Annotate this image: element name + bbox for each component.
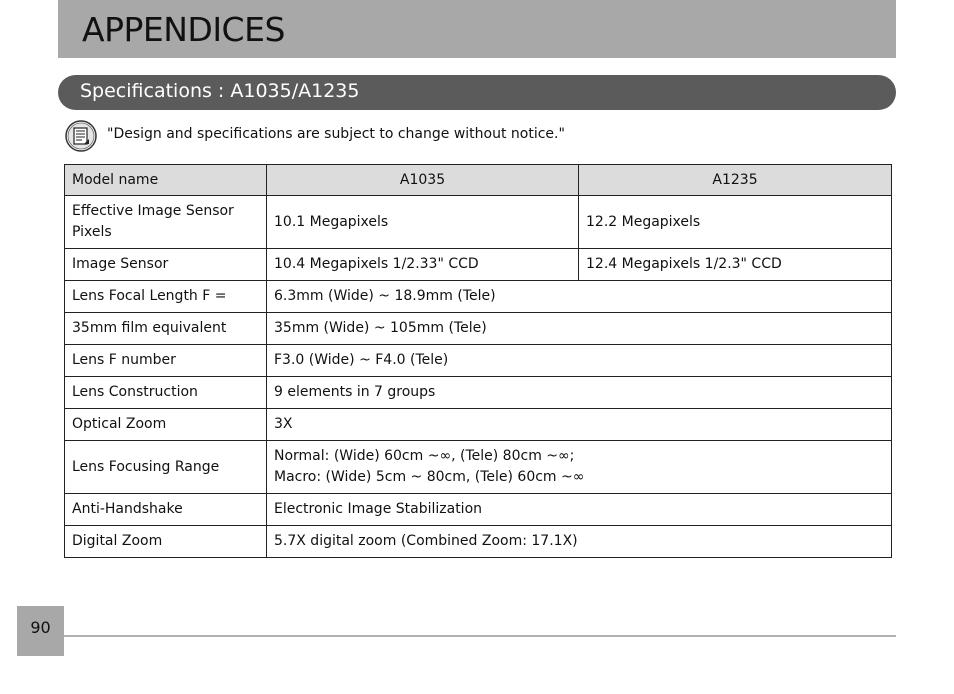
row-value: F3.0 (Wide) ~ F4.0 (Tele) — [267, 345, 892, 377]
row-value: 5.7X digital zoom (Combined Zoom: 17.1X) — [267, 526, 892, 558]
section-title: Specifications : A1035/A1235 — [80, 80, 360, 102]
table-row — [65, 196, 892, 249]
row-value: 9 elements in 7 groups — [267, 377, 892, 409]
row-label: Anti-Handshake — [65, 494, 267, 526]
table-header-row — [65, 165, 892, 196]
header-bar — [58, 0, 896, 58]
table-row — [65, 345, 892, 377]
row-label: Image Sensor — [65, 249, 267, 281]
table-row — [65, 377, 892, 409]
row-label: 35mm film equivalent — [65, 313, 267, 345]
row-label: Lens Focal Length F = — [65, 281, 267, 313]
footer-divider — [64, 635, 896, 637]
table-row — [65, 526, 892, 558]
row-label: Lens Construction — [65, 377, 267, 409]
header-a1235: A1235 — [579, 165, 892, 196]
value-a1035: 10.4 Megapixels 1/2.33" CCD — [267, 249, 579, 281]
row-value: Electronic Image Stabilization — [267, 494, 892, 526]
specifications-table — [64, 164, 892, 558]
row-value — [267, 441, 892, 494]
header-model-name: Model name — [65, 165, 267, 196]
value-line: Macro: (Wide) 5cm ~ 80cm, (Tele) 60cm ~∞ — [274, 469, 585, 485]
value-line: Normal: (Wide) 60cm ~∞, (Tele) 80cm ~∞; — [274, 448, 575, 464]
table-row — [65, 249, 892, 281]
table-row — [65, 281, 892, 313]
header-a1035: A1035 — [267, 165, 579, 196]
notice-text: "Design and specifications are subject to change without notice." — [107, 126, 565, 142]
value-a1235: 12.2 Megapixels — [579, 196, 892, 249]
page-title: APPENDICES — [82, 10, 285, 49]
row-label: Optical Zoom — [65, 409, 267, 441]
page-number-box — [17, 606, 64, 656]
page-number: 90 — [30, 618, 51, 637]
row-label: Digital Zoom — [65, 526, 267, 558]
row-label: Lens F number — [65, 345, 267, 377]
row-label: Effective Image Sensor Pixels — [65, 196, 267, 249]
row-value: 35mm (Wide) ~ 105mm (Tele) — [267, 313, 892, 345]
table-row — [65, 409, 892, 441]
table-row — [65, 441, 892, 494]
value-a1035: 10.1 Megapixels — [267, 196, 579, 249]
row-label: Lens Focusing Range — [65, 441, 267, 494]
note-icon — [65, 120, 97, 152]
section-bar — [58, 75, 896, 110]
row-value: 3X — [267, 409, 892, 441]
table-row — [65, 313, 892, 345]
value-a1235: 12.4 Megapixels 1/2.3" CCD — [579, 249, 892, 281]
row-value: 6.3mm (Wide) ~ 18.9mm (Tele) — [267, 281, 892, 313]
table-row — [65, 494, 892, 526]
